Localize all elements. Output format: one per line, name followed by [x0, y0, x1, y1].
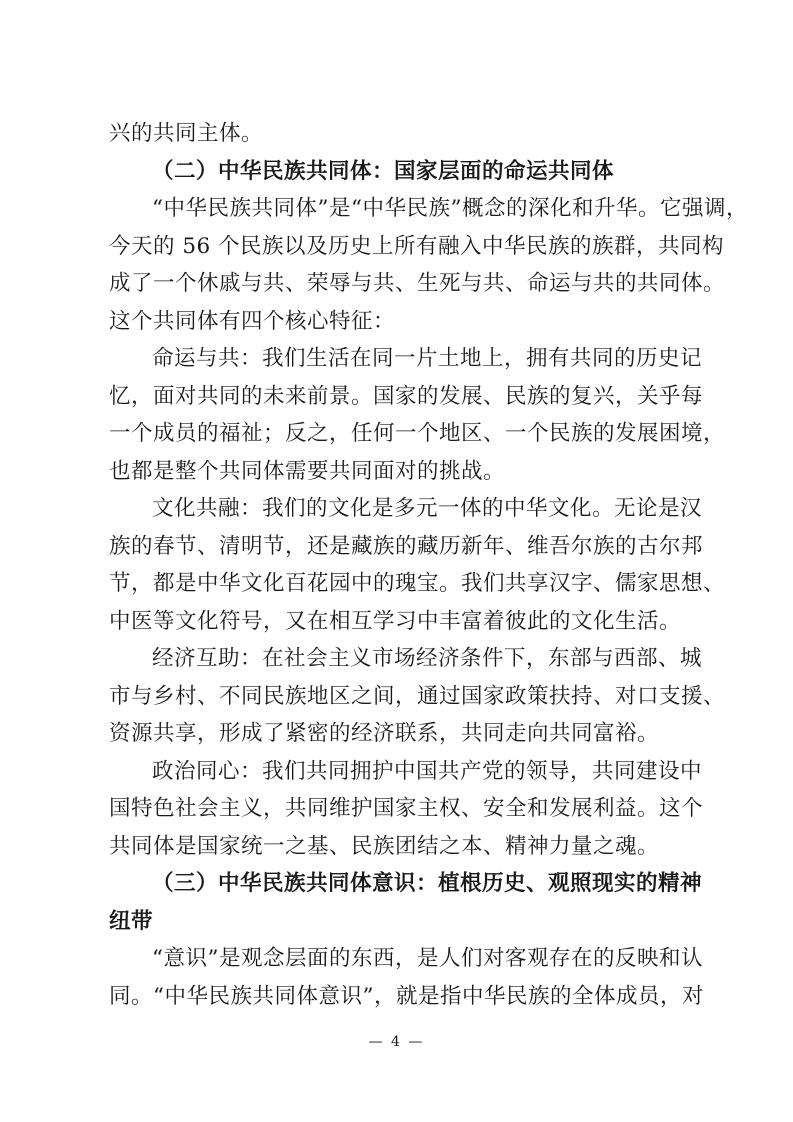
paragraph-line: 族的春节、清明节，还是藏族的藏历新年、维吾尔族的古尔邦 — [109, 533, 704, 559]
paragraph-line: 忆，面对共同的未来前景。国家的发展、民族的复兴，关乎每 — [109, 383, 704, 409]
page-number: — 4 — — [368, 1034, 425, 1050]
paragraph-line: 一个成员的福祉；反之，任何一个地区、一个民族的发展困境， — [109, 421, 726, 446]
paragraph-line: 命运与共：我们生活在同一片土地上，拥有共同的历史记 — [152, 346, 703, 371]
paragraph-line: 同。“中华民族共同体意识”，就是指中华民族的全体成员，对 — [109, 983, 704, 1009]
document-body — [109, 115, 748, 1015]
paragraph-line: 这个共同体有四个核心特征： — [109, 308, 396, 334]
paragraph-line: “意识”是观念层面的东西，是人们对客观存在的反映和认 — [152, 946, 703, 971]
paragraph-line: 国特色社会主义，共同维护国家主权、安全和发展利益。这个 — [109, 796, 704, 821]
section-heading-line: （二）中华民族共同体：国家层面的命运共同体 — [152, 158, 615, 184]
paragraph-line: 今天的 56 个民族以及历史上所有融入中华民族的族群，共同构 — [109, 233, 725, 259]
paragraph-line: 政治同心：我们共同拥护中国共产党的领导，共同建设中 — [152, 758, 703, 784]
paragraph-line: “中华民族共同体”是“中华民族”概念的深化和升华。它强调， — [152, 196, 748, 221]
paragraph-line: 成了一个休戚与共、荣辱与共、生死与共、命运与共的共同体。 — [109, 271, 726, 296]
section-heading-line: （三）中华民族共同体意识：植根历史、观照现实的精神 — [152, 871, 703, 896]
paragraph-line: 兴的共同主体。 — [109, 121, 264, 146]
paragraph-line: 中医等文化符号，又在相互学习中丰富着彼此的文化生活。 — [109, 608, 682, 634]
paragraph-line: 经济互助：在社会主义市场经济条件下，东部与西部、城 — [152, 646, 703, 671]
paragraph-line: 共同体是国家统一之基、民族团结之本、精神力量之魂。 — [109, 833, 660, 859]
paragraph-line: 节，都是中华文化百花园中的瑰宝。我们共享汉字、儒家思想、 — [109, 571, 726, 596]
paragraph-line: 资源共享，形成了紧密的经济联系，共同走向共同富裕。 — [109, 721, 660, 746]
paragraph-line: 文化共融：我们的文化是多元一体的中华文化。无论是汉 — [152, 496, 703, 521]
paragraph-line: 市与乡村、不同民族地区之间，通过国家政策扶持、对口支援、 — [109, 683, 726, 709]
section-heading-line: 纽带 — [109, 908, 154, 934]
paragraph-line: 也都是整个共同体需要共同面对的挑战。 — [109, 458, 506, 484]
